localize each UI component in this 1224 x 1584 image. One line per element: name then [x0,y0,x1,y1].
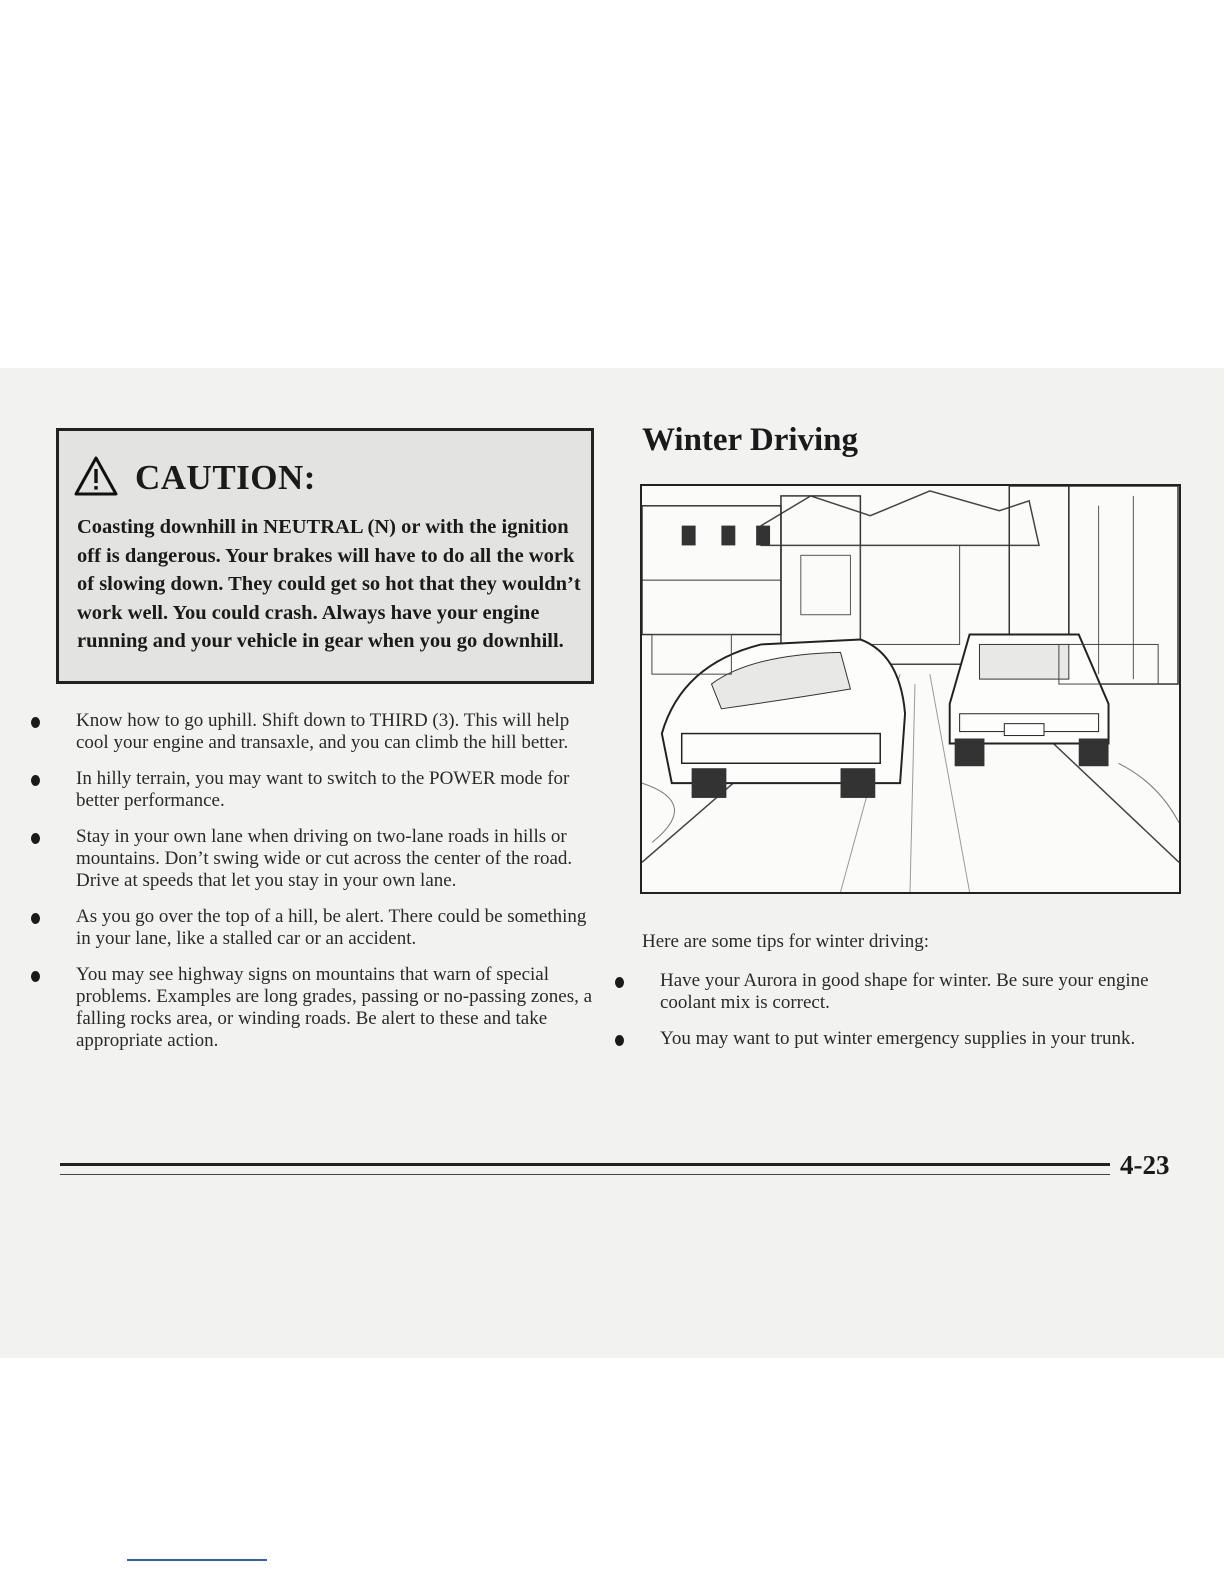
bullet-icon [615,1035,624,1046]
caution-box [56,428,594,684]
warning-triangle-icon [73,455,119,502]
list-item: You may want to put winter emergency supplies in your trunk. [612,1028,1172,1050]
winter-intro-text: Here are some tips for winter driving: [642,931,930,952]
list-item: As you go over the top of a hill, be alert. There could be something in your lane, like a stalled car or an accident. [28,906,593,950]
list-item: You may see highway signs on mountains that warn of special problems. Examples are long grades, passing or no-passing zones, a falling rocks area, or winding roads. Be alert to these and take appropriate action. [28,964,593,1052]
footer-link-line [127,1559,267,1561]
list-item: In hilly terrain, you may want to switch to the POWER mode for better performance. [28,768,593,812]
hill-driving-list [28,710,593,1066]
section-title: Winter Driving [642,422,859,458]
caution-text: Coasting downhill in NEUTRAL (N) or with the ignition off is dangerous. Your brakes will have to do all the work of slowing down. They could get so hot that they wouldn’t work well. You could crash. Always have your engine running and your vehicle in gear when you go downhill. [77,516,581,653]
list-item: Know how to go uphill. Shift down to THIRD (3). This will help cool your engine and transaxle, and you can climb the hill better. [28,710,593,754]
bullet-icon [31,913,40,924]
bullet-icon [31,775,40,786]
list-item: Have your Aurora in good shape for winter. Be sure your engine coolant mix is correct. [612,970,1172,1014]
winter-street-illustration [640,484,1181,894]
winter-tips-list [612,970,1172,1064]
page-number: 4-23 [1120,1150,1170,1180]
bullet-icon [31,717,40,728]
bullet-icon [615,977,624,988]
footer-rule [60,1163,1110,1166]
list-item: Stay in your own lane when driving on two-lane roads in hills or mountains. Don’t swing wide or cut across the center of the road. Drive at speeds that let you stay in your own lane. [28,826,593,892]
bullet-icon [31,833,40,844]
caution-header [73,455,316,501]
footer-rule-thin [60,1174,1110,1175]
bullet-icon [31,971,40,982]
caution-title: CAUTION: [135,458,316,497]
